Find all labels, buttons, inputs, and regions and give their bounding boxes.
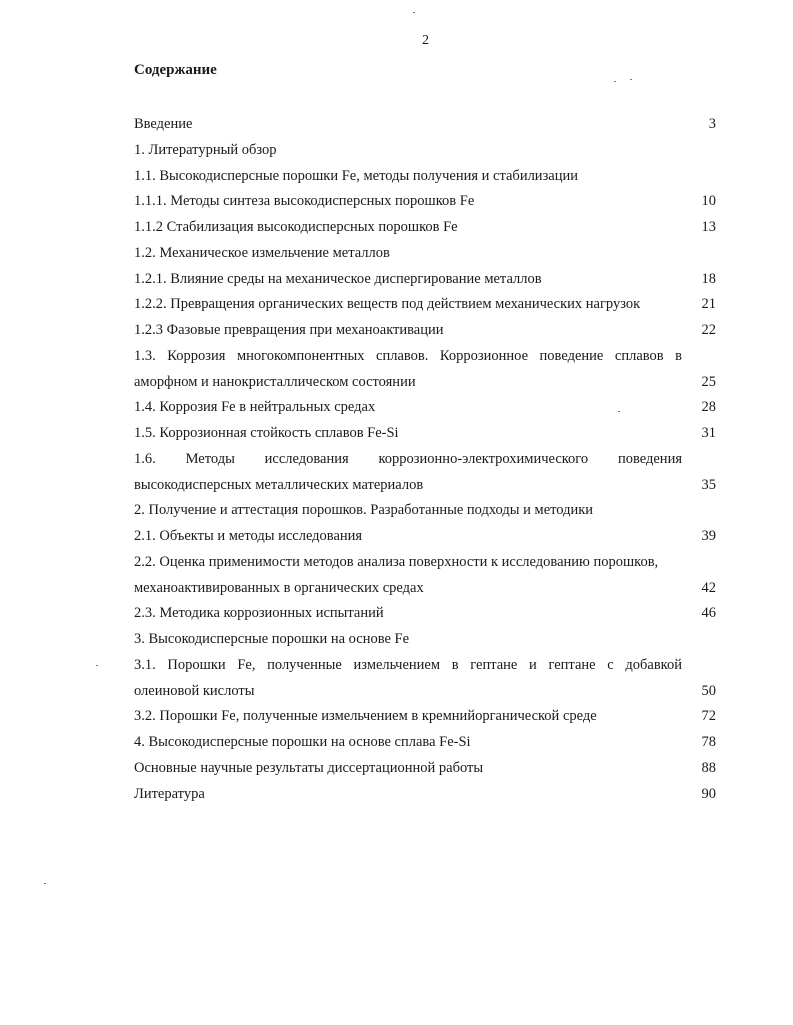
toc-entry — [134, 447, 716, 473]
toc-entry-page: 46 — [701, 605, 716, 622]
toc-entry — [134, 473, 716, 499]
toc-entry-text: 1.1. Высокодисперсные порошки Fe, методы получения и стабилизации — [134, 167, 579, 184]
toc-entry — [134, 653, 716, 679]
toc-entry — [134, 782, 716, 808]
toc-entry — [134, 138, 716, 164]
toc-entry-text: 2.3. Методика коррозионных испытаний — [134, 605, 384, 622]
toc-entry-text: Основные научные результаты диссертационной работы — [134, 759, 484, 776]
toc-entry-text: 1.5. Коррозионная стойкость сплавов Fe-Si — [134, 425, 399, 441]
toc-entry-page: 28 — [701, 399, 716, 416]
toc-entry — [134, 267, 716, 293]
toc-entry-text: 2.2. Оценка применимости методов анализа поверхности к исследованию порошков, — [134, 553, 659, 570]
toc-entry-text: 1.1.1. Методы синтеза высокодисперсных порошков Fe — [134, 193, 475, 210]
toc-entry-page: 10 — [701, 193, 716, 210]
toc-entry-text: Литература — [134, 785, 205, 802]
toc-entry-page: 78 — [701, 734, 716, 750]
toc-entry — [134, 524, 716, 550]
toc-entry-page: 22 — [701, 322, 716, 338]
toc-entry-page: 39 — [701, 528, 716, 544]
table-of-contents — [134, 112, 716, 807]
toc-entry — [134, 318, 716, 344]
toc-entry-text: 1.1.2 Стабилизация высокодисперсных порошков Fe — [134, 219, 458, 235]
toc-entry — [134, 704, 716, 730]
toc-entry — [134, 344, 716, 370]
toc-entry-page: 13 — [701, 219, 716, 235]
toc-entry-page: 35 — [701, 476, 716, 493]
toc-entry — [134, 756, 716, 782]
toc-entry — [134, 164, 716, 190]
toc-entry-text: 1.2.2. Превращения органических веществ под действием механических нагрузок — [134, 296, 641, 313]
page-number: 2 — [422, 33, 429, 48]
toc-entry — [134, 370, 716, 396]
toc-entry-page: 21 — [701, 296, 716, 313]
toc-entry-text: 1.2.3 Фазовые превращения при механоактивации — [134, 322, 444, 338]
toc-entry — [134, 215, 716, 241]
toc-entry-text: аморфном и нанокристаллическом состоянии — [134, 373, 416, 390]
toc-entry — [134, 498, 716, 524]
toc-entry-text: 1. Литературный обзор — [134, 141, 277, 158]
page-title: Содержание — [134, 62, 217, 78]
toc-entry — [134, 421, 716, 447]
toc-entry-text: 1.2. Механическое измельчение металлов — [134, 244, 390, 261]
toc-entry-text: Введение — [134, 116, 193, 132]
toc-entry-text: 1.3. Коррозия многокомпонентных сплавов. Коррозионное поведение сплавов в — [134, 347, 682, 364]
toc-entry-page: 25 — [701, 373, 716, 390]
toc-entry — [134, 395, 716, 421]
toc-entry-page: 90 — [701, 785, 716, 802]
toc-entry-text: 1.6. Методы исследования коррозионно-электрохимического поведения — [134, 450, 682, 467]
scan-speck — [44, 883, 46, 884]
toc-entry — [134, 189, 716, 215]
scan-speck — [618, 411, 620, 412]
toc-entry-page: 42 — [701, 579, 716, 596]
toc-entry — [134, 730, 716, 756]
toc-entry — [134, 576, 716, 602]
toc-entry — [134, 292, 716, 318]
toc-entry-page: 31 — [701, 425, 716, 441]
toc-entry-page: 72 — [701, 708, 716, 725]
toc-entry-text: 1.4. Коррозия Fe в нейтральных средах — [134, 399, 376, 416]
toc-entry — [134, 112, 716, 138]
scan-speck — [96, 665, 98, 666]
toc-entry-text: 3. Высокодисперсные порошки на основе Fe — [134, 631, 410, 647]
toc-entry-page: 3 — [708, 116, 716, 132]
toc-entry — [134, 550, 716, 576]
toc-entry — [134, 241, 716, 267]
toc-entry-text: 4. Высокодисперсные порошки на основе сплава Fe-Si — [134, 734, 471, 750]
toc-entry — [134, 627, 716, 653]
toc-entry — [134, 679, 716, 705]
toc-entry-text: 1.2.1. Влияние среды на механическое диспергирование металлов — [134, 270, 542, 287]
scan-speck — [630, 79, 632, 80]
toc-entry-text: механоактивированных в органических средах — [134, 579, 424, 596]
toc-entry-text: 3.1. Порошки Fe, полученные измельчением в гептане и гептане с добавкой — [134, 656, 682, 673]
scan-speck — [614, 81, 616, 82]
toc-entry — [134, 601, 716, 627]
toc-entry-page: 50 — [701, 682, 716, 699]
toc-entry-text: 2.1. Объекты и методы исследования — [134, 528, 363, 544]
toc-entry-text: 3.2. Порошки Fe, полученные измельчением в кремнийорганической среде — [134, 708, 597, 725]
scan-speck — [413, 12, 415, 13]
toc-entry-text: 2. Получение и аттестация порошков. Разработанные подходы и методики — [134, 502, 594, 519]
toc-entry-page: 18 — [701, 270, 716, 287]
toc-entry-text: высокодисперсных металлических материалов — [134, 476, 424, 493]
toc-entry-page: 88 — [701, 759, 716, 776]
toc-entry-text: олеиновой кислоты — [134, 682, 255, 699]
